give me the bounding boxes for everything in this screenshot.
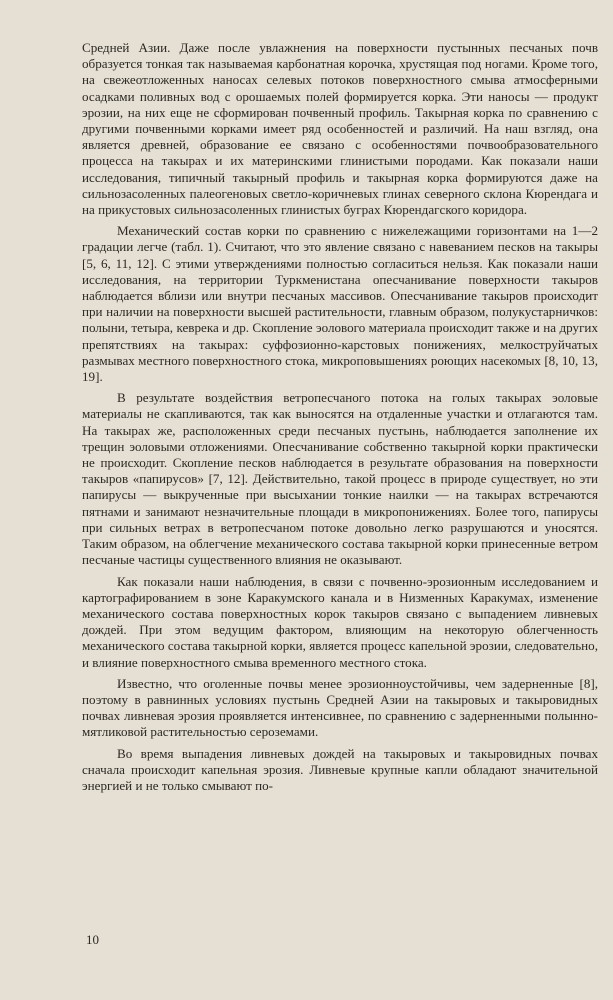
paragraph-4: Как показали наши наблюдения, в связи с почвенно-эрозионным исследованием и картографированием в зоне Каракумского канала и в Низменных Каракумах, изменение механического состава поверхностных корок такыров связано с выпадением ливневых дождей. При этом ведущим фактором, влияющим на некоторую облегченность механического состава такырной корки, является процесс капельной эрозии, следовательно, и влияние поверхностного смыва временного местного стока. [82,573,598,670]
paragraph-2: Механический состав корки по сравнению с нижележащими горизонтами на 1—2 градации легче (табл. 1). Считают, что это явление связано с навеванием песков на такыры [5, 6, 11, 12]. С этими утверждениями полностью согласиться нельзя. Как показали наши исследования, на территории Туркменистана опесчанивание поверхности такыров наблюдается вблизи или внутри песчаных массивов. Опесчанивание такыров происходит при наличии на поверхности высшей растительности, главным образом, полукустарничков: полыни, тетыра, кеврека и др. Скопление эолового материала происходит также и на других препятствиях на такырах: суффозионно-карстовых понижениях, мелкоструйчатых размывах местного поверхностного стока, микроповышениях роющих насекомых [8, 10, 13, 19]. [82,223,598,385]
body-text [82,40,598,799]
paragraph-3: В результате воздействия ветропесчаного потока на голых такырах эоловые материалы не скапливаются, так как выносятся на отдаленные участки и отлагаются там. На такырах же, расположенных среди песчаных пустынь, наблюдается заполнение их трещин эоловыми отложениями. Опесчанивание собственно такырной корки практически не происходит. Скопление песков наблюдается в результате образования на поверхности такыров «папирусов» [7, 12]. Действительно, такой процесс в природе существует, но эти папирусы — выкрученные при высыхании тонкие наилки — на такырах встречаются пятнами и занимают незначительные площади в микропонижениях. Более того, папирусы при сильных ветрах в ветропесчаном потоке довольно легко разрушаются и уносятся. Таким образом, на облегчение механического состава такырной корки принесенные ветром песчаные частицы существенного влияния не оказывают. [82,390,598,568]
page-number: 10 [86,932,99,947]
paragraph-6: Во время выпадения ливневых дождей на такыровых и такыровидных почвах сначала происходит капельная эрозия. Ливневые крупные капли обладают значительной энергией и не только смывают по- [82,745,598,793]
paragraph-5: Известно, что оголенные почвы менее эрозионноустойчивы, чем задерненные [8], поэтому в равнинных условиях пустынь Средней Азии на такыровых и такыровидных почвах ливневая эрозия проявляется интенсивнее, по сравнению с задерненными полынно-мятликовой растительностью сероземами. [82,675,598,740]
paragraph-1: Средней Азии. Даже после увлажнения на поверхности пустынных песчаных почв образуется тонкая так называемая карбонатная корочка, хрустящая под ногами. Кроме того, на свежеотложенных наносах селевых потоков поверхностного смыва атмосферными осадками поливных вод с орошаемых полей формируется корка. Эти наносы — продукт эрозии, на них еще не сформирован почвенный профиль. Такырная корка по сравнению с другими почвенными корками имеет ряд особенностей и различий. На наш взгляд, она является древней, образование ее связано с особенностями почвообразовательного процесса на такырах и их материнскими глинистыми породами. Как показали наши исследования, типичный такырный профиль и такырная корка формируются даже на сильнозасоленных палеогеновых светло-коричневых глинах северного склона Кюрендага и на прикустовых сильнозасоленных глинистых буграх Кюрендагского коридора. [82,40,598,218]
